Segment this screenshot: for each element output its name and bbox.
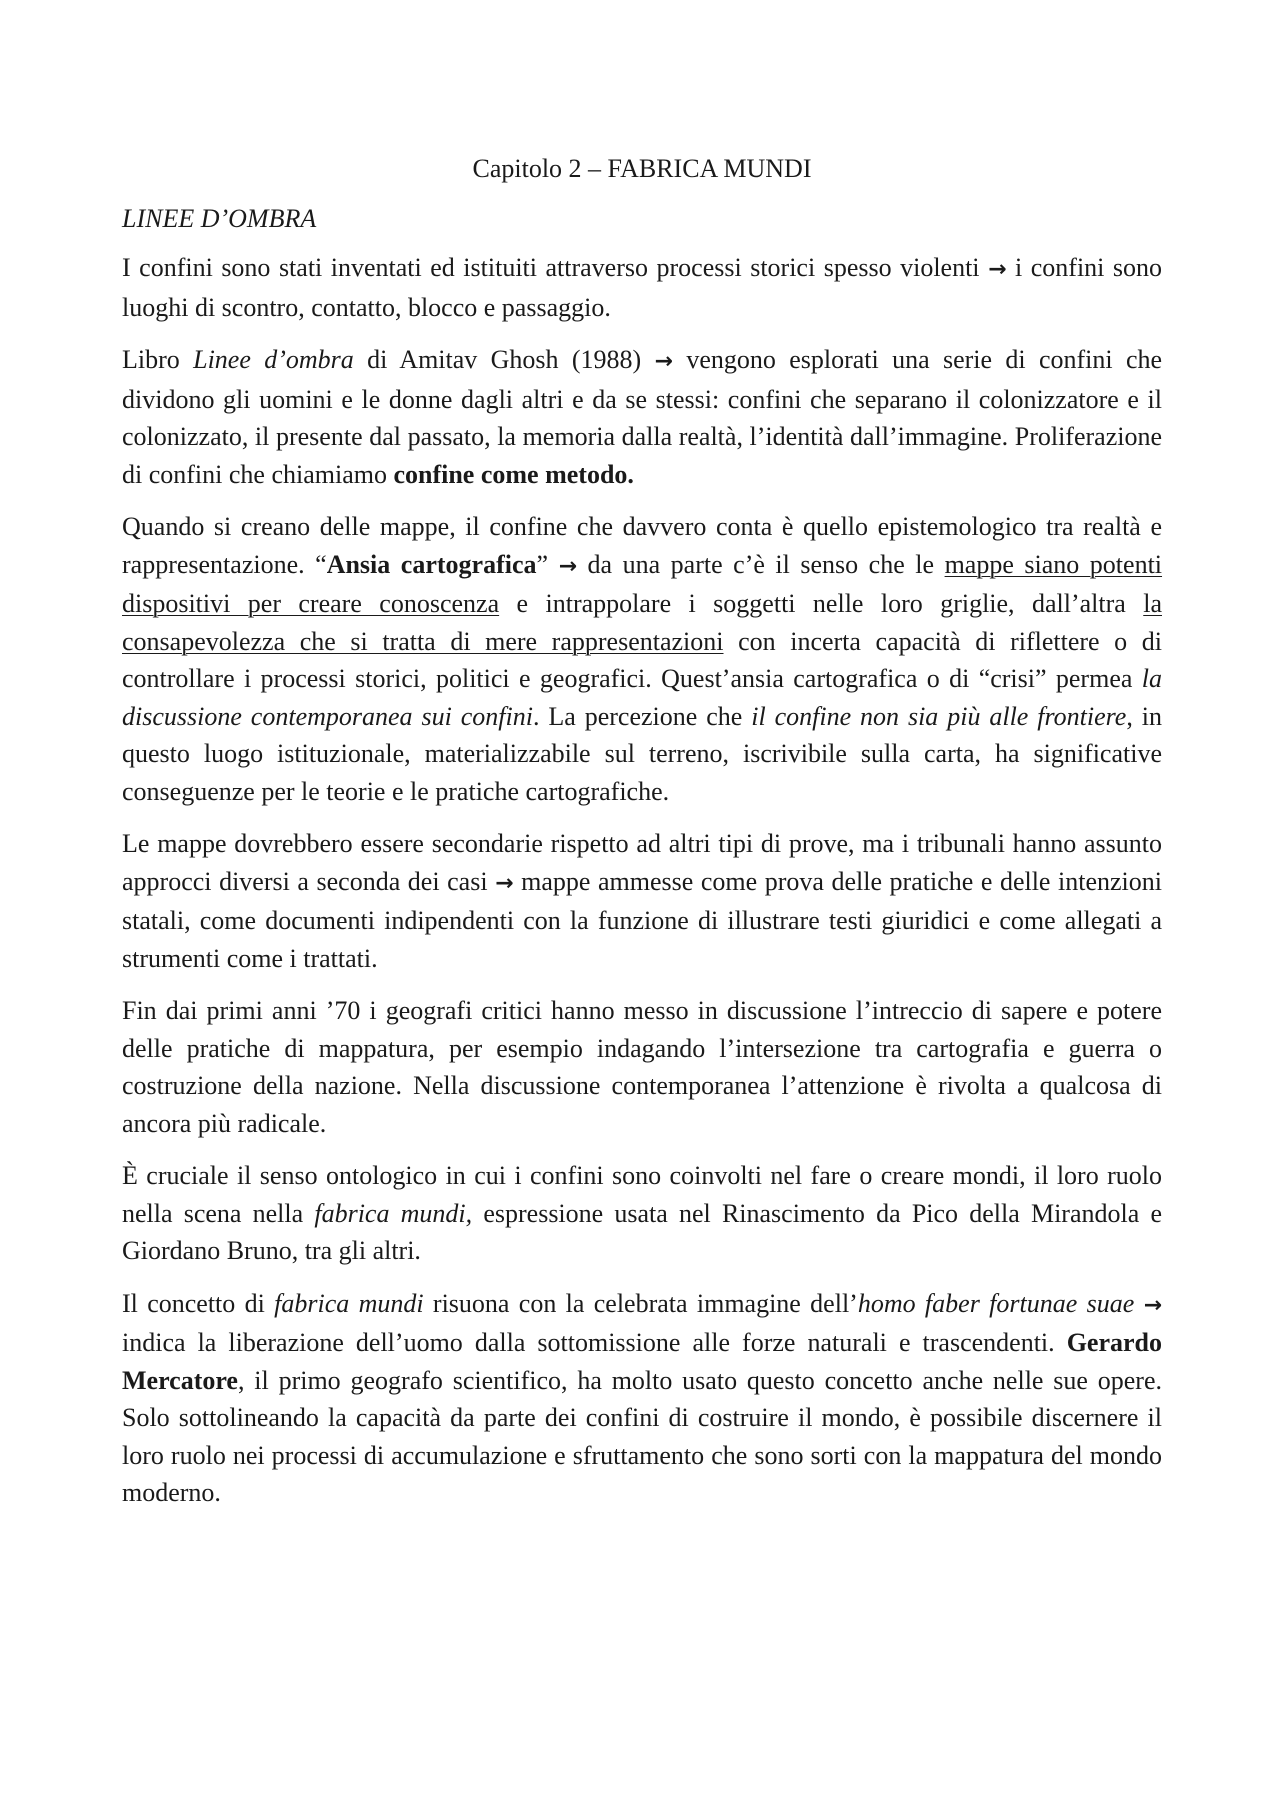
p3-text-d: e intrappolare i soggetti nelle loro griglie, dall’altra bbox=[516, 589, 1126, 618]
p6-italic-1: fabrica mundi, bbox=[314, 1198, 473, 1228]
p2-text-b: di Amitav Ghosh (1988) bbox=[367, 345, 642, 374]
p2-book-title: Linee d’ombra bbox=[193, 345, 354, 374]
p6-text-b: espressione usata nel Rinascimento da Pico della Mirandola e Giordano Bruno, tra gli altri. bbox=[122, 1198, 1162, 1265]
p3-italic-1: la discussione contemporanea sui confini bbox=[122, 664, 1163, 731]
paragraph-2 bbox=[122, 341, 1162, 493]
p3-underlined-2: la consapevolezza che si tratta di mere rappresentazioni bbox=[122, 589, 1162, 656]
p4-text-a: Le mappe dovrebbero essere secondarie rispetto ad altri tipi di prove, ma i tribunali hanno assunto approcci diversi a seconda dei casi bbox=[122, 829, 1162, 896]
section-title: LINEE D’OMBRA bbox=[122, 203, 317, 233]
paragraph-5: Fin dai primi anni ’70 i geografi critici hanno messo in discussione l’intreccio di sapere e potere delle pratiche di mappatura, per esempio indagando l’intersezione tra cartografia e guerra o costruzione della nazione. Nella discussione contemporanea l’attenzione è rivolta a qualcosa di ancora più radicale. bbox=[122, 996, 1162, 1138]
p2-bold-term: confine come metodo. bbox=[393, 459, 634, 489]
p3-text-f: . La percezione che bbox=[532, 701, 743, 731]
p3-text-a: Quando si creano delle mappe, il confine che davvero conta è quello epistemologico tra realtà e rappresentazione. “ bbox=[122, 512, 1162, 579]
p7-italic-1: fabrica mundi bbox=[274, 1288, 424, 1318]
p7-text-b: risuona con la celebrata immagine dell’ bbox=[432, 1288, 858, 1318]
p3-text-b: ” bbox=[536, 549, 549, 579]
p3-bold-term: Ansia cartografica bbox=[326, 549, 537, 579]
paragraph-4 bbox=[122, 825, 1162, 977]
p4-text-b: mappe ammesse come prova delle pratiche e delle intenzioni statali, come documenti indipendenti con la funzione di illustrare testi giuridici e come allegati a strumenti come i trattati. bbox=[122, 866, 1163, 973]
p7-bold-term: Gerardo Mercatore bbox=[122, 1328, 1162, 1395]
p3-text-g: , in questo luogo istituzionale, materializzabile sul terreno, iscrivibile sulla carta, ha significative conseguenze per le teorie e le pratiche cartografiche. bbox=[122, 701, 1162, 806]
p3-italic-2: il confine non sia più alle frontiere bbox=[751, 701, 1127, 731]
p3-underlined-1: mappe siano potenti dispositivi per creare conoscenza bbox=[122, 549, 1163, 618]
p2-text-c: vengono esplorati una serie di confini che dividono gli uomini e le donne dagli altri e da se stessi: confini che separano il colonizzatore e il colonizzato, il presente dal passato, la memoria dalla realtà, l’identità dall’immagine. Proliferazione di confini che chiamiamo bbox=[122, 345, 1163, 489]
paragraph-7 bbox=[122, 1285, 1162, 1512]
p3-text-e: con incerta capacità di riflettere o di controllare i processi storici, politici e geografici. Quest’ansia cartografica o di “crisi” permea bbox=[122, 626, 1162, 693]
p2-text-a: Libro bbox=[122, 345, 180, 374]
p6-text-a: È cruciale il senso ontologico in cui i confini sono coinvolti nel fare o creare mondi, il loro ruolo nella scena nella bbox=[122, 1161, 1162, 1228]
arrow-right-icon: → bbox=[495, 870, 514, 896]
paragraph-6 bbox=[122, 1157, 1162, 1270]
p1-text-b: i confini sono luoghi di scontro, contatto, blocco e passaggio. bbox=[122, 253, 1163, 322]
p3-text-c: da una parte c’è il senso che le bbox=[587, 549, 935, 579]
paragraph-3 bbox=[122, 508, 1162, 810]
p7-text-a: Il concetto di bbox=[122, 1288, 265, 1318]
arrow-right-icon: → bbox=[558, 553, 578, 579]
document-page bbox=[122, 150, 1162, 1527]
p1-text-a: I confini sono stati inventati ed istituiti attraverso processi storici spesso violenti bbox=[122, 253, 980, 282]
arrow-right-icon: → bbox=[654, 349, 673, 374]
arrow-right-icon: → bbox=[988, 257, 1007, 282]
arrow-right-icon: → bbox=[1143, 1292, 1162, 1318]
chapter-title: Capitolo 2 – FABRICA MUNDI bbox=[472, 154, 812, 183]
p7-italic-2: homo faber fortunae suae bbox=[857, 1288, 1135, 1318]
p7-text-c: indica la liberazione dell’uomo dalla sottomissione alle forze naturali e trascendenti. bbox=[122, 1328, 1055, 1357]
paragraph-1 bbox=[122, 249, 1162, 326]
p7-text-d: , il primo geografo scientifico, ha molto usato questo concetto anche nelle sue opere. Solo sottolineando la capacità da parte dei confini di costruire il mondo, è possibile discernere il loro ruolo nei processi di accumulazione e sfruttamento che sono sorti con la mappatura del mondo moderno. bbox=[122, 1365, 1162, 1507]
